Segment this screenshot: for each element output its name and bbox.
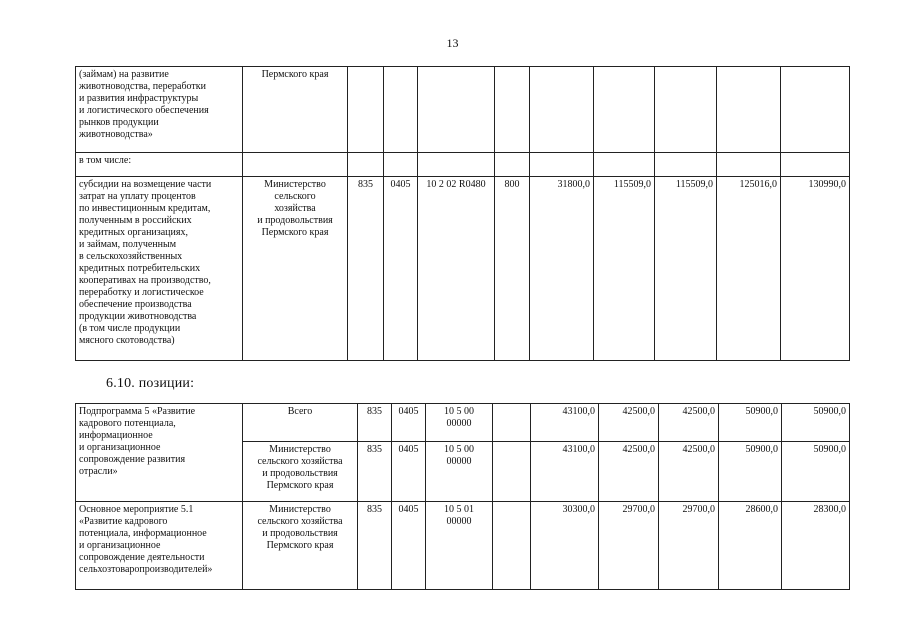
table-cell-executor: Министерство сельского хозяйства и продовольствия Пермского края (243, 502, 358, 590)
table-cell-amount: 130990,0 (781, 177, 850, 361)
table-cell-amount (530, 153, 594, 177)
table-cell-amount: 42500,0 (599, 404, 659, 442)
table-row (76, 502, 850, 590)
table-cell-description: Подпрограмма 5 «Развитие кадрового потенциала, информационное и организационное сопровождение развития отрасли» (76, 404, 243, 502)
table-row (76, 177, 850, 361)
table-cell-target-article: 10 5 00 00000 (426, 442, 493, 502)
table-row (76, 404, 850, 442)
table-cell-amount (594, 67, 655, 153)
table-cell-amount: 42500,0 (659, 404, 719, 442)
table-cell-target-article: 10 5 00 00000 (426, 404, 493, 442)
table-cell-expense-type (493, 502, 531, 590)
table-cell-grbs: 835 (358, 502, 392, 590)
table-cell-target-article: 10 5 01 00000 (426, 502, 493, 590)
table-cell-amount (781, 153, 850, 177)
table-cell-expense-type (493, 404, 531, 442)
table-cell-executor: Министерство сельского хозяйства и продовольствия Пермского края (243, 177, 348, 361)
table-cell-amount: 43100,0 (531, 442, 599, 502)
table-cell-amount: 50900,0 (719, 442, 782, 502)
budget-table-bottom (75, 403, 850, 590)
table-cell-target-article: 10 2 02 R0480 (418, 177, 495, 361)
table-cell-executor: Министерство сельского хозяйства и продовольствия Пермского края (243, 442, 358, 502)
table-cell-grbs: 835 (348, 177, 384, 361)
table-cell-amount (717, 153, 781, 177)
table-row (76, 153, 850, 177)
table-cell-target-article (418, 67, 495, 153)
table-cell-amount: 50900,0 (782, 404, 850, 442)
table-cell-expense-type: 800 (495, 177, 530, 361)
table-cell-executor: Всего (243, 404, 358, 442)
table-cell-amount: 28300,0 (782, 502, 850, 590)
table-cell-section: 0405 (392, 442, 426, 502)
table-cell-section (384, 153, 418, 177)
table-cell-section: 0405 (384, 177, 418, 361)
table-cell-section: 0405 (392, 502, 426, 590)
page-number: 13 (446, 36, 459, 50)
table-cell-amount: 31800,0 (530, 177, 594, 361)
table-row (76, 67, 850, 153)
table-cell-description: в том числе: (76, 153, 243, 177)
table-cell-amount: 115509,0 (655, 177, 717, 361)
table-cell-section: 0405 (392, 404, 426, 442)
table-cell-amount: 29700,0 (599, 502, 659, 590)
table-cell-amount (717, 67, 781, 153)
table-cell-executor: Пермского края (243, 67, 348, 153)
table-cell-expense-type (495, 153, 530, 177)
table-cell-amount: 125016,0 (717, 177, 781, 361)
table-cell-amount: 42500,0 (659, 442, 719, 502)
table-cell-grbs: 835 (358, 442, 392, 502)
table-cell-description: (займам) на развитие животноводства, переработки и развития инфраструктуры и логистического обеспечения рынков продукции животноводства» (76, 67, 243, 153)
table-cell-amount: 43100,0 (531, 404, 599, 442)
table-cell-description: Основное мероприятие 5.1 «Развитие кадрового потенциала, информационное и организационное сопровождение деятельности сельхозтоваропроизводителей» (76, 502, 243, 590)
table-cell-grbs (348, 67, 384, 153)
table-cell-amount (781, 67, 850, 153)
table-cell-target-article (418, 153, 495, 177)
table-cell-amount: 28600,0 (719, 502, 782, 590)
table-cell-amount: 30300,0 (531, 502, 599, 590)
table-cell-grbs: 835 (358, 404, 392, 442)
table-cell-amount (655, 67, 717, 153)
table-cell-expense-type (493, 442, 531, 502)
table-cell-amount: 29700,0 (659, 502, 719, 590)
table-cell-amount (594, 153, 655, 177)
table-cell-amount: 115509,0 (594, 177, 655, 361)
table-cell-expense-type (495, 67, 530, 153)
table-cell-description: субсидии на возмещение части затрат на уплату процентов по инвестиционным кредитам, полученным в российских кредитных организациях, и займам, полученным в сельскохозяйственных кредитных потребительских кооперативах на производство, переработку и логистическое обеспечение производства продукции животноводства (в том числе продукции мясного скотоводства) (76, 177, 243, 361)
table-cell-section (384, 67, 418, 153)
table-cell-amount: 50900,0 (782, 442, 850, 502)
table-cell-amount (655, 153, 717, 177)
table-cell-grbs (348, 153, 384, 177)
table-cell-amount (530, 67, 594, 153)
table-cell-amount: 42500,0 (599, 442, 659, 502)
budget-table-top (75, 66, 850, 361)
section-heading: 6.10. позиции: (106, 376, 195, 391)
table-cell-executor (243, 153, 348, 177)
table-cell-amount: 50900,0 (719, 404, 782, 442)
